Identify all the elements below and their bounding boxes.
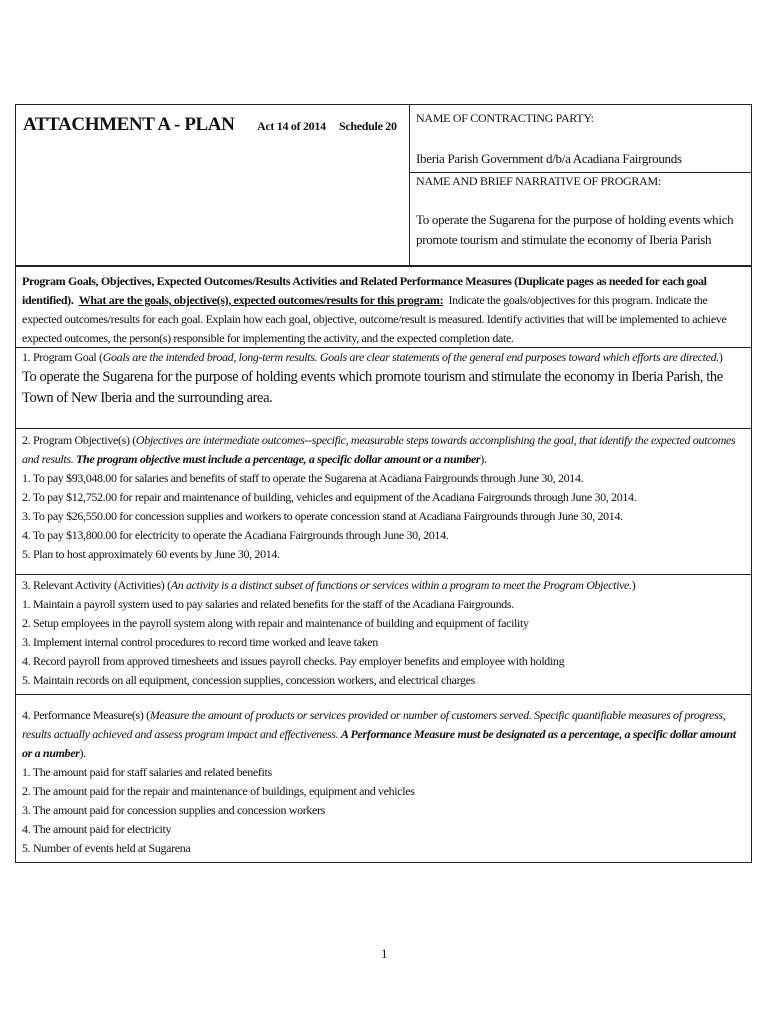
objectives-definition: Objectives are intermediate outcomes--specific, measurable steps towards accomplishing the goal, that identify the expected outcomes and results. [22,433,736,466]
plan-table [15,266,752,863]
activities-label: 3. Relevant Activity (Activities) ( [22,578,171,592]
program-narrative-label: NAME AND BRIEF NARRATIVE OF PROGRAM: [416,174,661,188]
activity-item: 2. Setup employees in the payroll system along with repair and maintenance of building and equipment of facility [22,616,529,630]
activity-item: 5. Maintain records on all equipment, concession supplies, concession workers, and electrical charges [22,673,475,687]
contracting-party-label: NAME OF CONTRACTING PARTY: [416,111,594,125]
goal-text: To operate the Sugarena for the purpose of holding events which promote tourism and stimulate the economy in Iberia Parish, the Town of New Iberia and the surrounding area. [22,369,723,406]
instructions-section [16,267,751,348]
instructions-question: What are the goals, objective(s), expected outcomes/results for this program: [78,293,444,307]
program-narrative-cell [410,172,751,265]
objectives-close: ). [480,452,487,466]
header-info-cell [409,105,751,265]
goal-definition: Goals are the intended broad, long-term results. Goals are clear statements of the general end purposes toward which efforts are directed. [102,350,719,364]
activities-definition: An activity is a distinct subset of functions or services within a program to meet the Program Objective. [170,578,632,592]
objective-item: 5. Plan to host approximately 60 events by June 30, 2014. [22,547,280,561]
contracting-party-value: Iberia Parish Government d/b/a Acadiana Fairgrounds [416,151,682,166]
schedule-label: Schedule 20 [339,119,397,133]
program-goal-section [16,348,751,429]
measures-definition: Measure the amount of products or services provided or number of customers served. Specific quantifiable measures of progress, results actually achieved and assess program impact and effectiveness. [22,708,726,741]
activities-close: ) [631,578,636,592]
activity-item: 4. Record payroll from approved timesheets and issues payroll checks. Pay employer benefits and employee with holding [22,654,565,668]
act-label: Act 14 of 2014 [257,119,326,133]
measures-label: 4. Performance Measure(s) ( [22,708,150,722]
objective-item: 4. To pay $13,800.00 for electricity to operate the Acadiana Fairgrounds through June 30, 2014. [22,528,449,542]
page-number: 1 [381,946,388,961]
relevant-activities-section [16,575,751,695]
activity-item: 3. Implement internal control procedures to record time worked and leave taken [22,635,378,649]
measure-item: 4. The amount paid for electricity [22,822,172,836]
measure-item: 2. The amount paid for the repair and maintenance of buildings, equipment and vehicles [22,784,415,798]
objective-item: 2. To pay $12,752.00 for repair and maintenance of building, vehicles and equipment of the Acadiana Fairgrounds through June 30, 2014. [22,490,637,504]
goal-close: ) [718,350,723,364]
measure-item: 5. Number of events held at Sugarena [22,841,191,855]
measure-item: 3. The amount paid for concession supplies and concession workers [22,803,325,817]
objective-item: 1. To pay $93,048.00 for salaries and benefits of staff to operate the Sugarena at Acadiana Fairgrounds through June 30, 2014. [22,471,584,485]
attachment-title: ATTACHMENT A - PLAN [23,114,235,135]
measures-close: ). [79,746,86,760]
measure-item: 1. The amount paid for staff salaries and related benefits [22,765,272,779]
instructions-text: Indicate the goals/objectives for this program. Indicate the expected outcomes/results for each goal. Explain how each goal, objective, outcome/result is measured. Identify activities that will be implemented to achieve expected outcomes, the person(s) responsible for implementing the activity, and the expected completion date. [22,293,727,345]
performance-measures-section [16,695,751,862]
measures-requirement: A Performance Measure must be designated as a percentage, a specific dollar amount or a number [22,727,736,760]
goal-label: 1. Program Goal ( [22,350,103,364]
header-title-cell [16,105,409,265]
plan-header [15,104,752,266]
activity-item: 1. Maintain a payroll system used to pay salaries and related benefits for the staff of the Acadiana Fairgrounds. [22,597,514,611]
objectives-requirement: The program objective must include a percentage, a specific dollar amount or a number [76,452,481,466]
objective-item: 3. To pay $26,550.00 for concession supplies and workers to operate concession stand at Acadiana Fairgrounds through June 30, 2014. [22,509,623,523]
instructions-heading: Program Goals, Objectives, Expected Outcomes/Results Activities and Related Performance Measures (Duplicate pages as needed for each goal identified). [22,274,707,307]
program-narrative-value: To operate the Sugarena for the purpose of holding events which promote tourism and stimulate the economy of Iberia Parish [416,212,734,247]
program-objectives-section [16,429,751,575]
contracting-party-cell [410,105,751,173]
objectives-label: 2. Program Objective(s) ( [22,433,136,447]
